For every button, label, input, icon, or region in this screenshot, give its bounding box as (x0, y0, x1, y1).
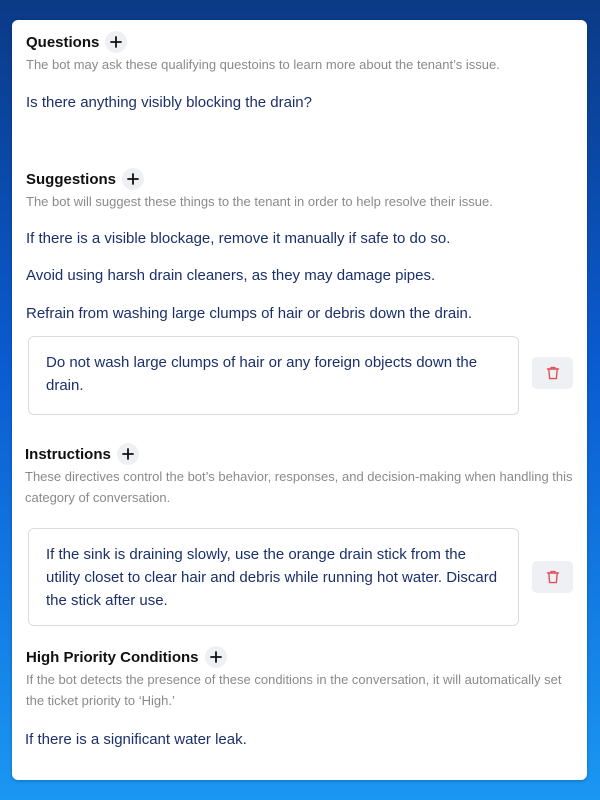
questions-section (26, 31, 573, 75)
plus-icon (127, 173, 139, 185)
questions-title: Questions (26, 33, 100, 51)
instructions-title: Instructions (25, 445, 111, 463)
high-priority-item[interactable]: If there is a significant water leak. (25, 731, 247, 748)
instructions-description: These directives control the bot’s behavior, responses, and decision-making when handling this category of conversation. (25, 469, 573, 505)
suggestions-description: The bot will suggest these things to the tenant in order to help resolve their issue. (26, 194, 493, 209)
questions-description: The bot may ask these qualifying questoins to learn more about the tenant’s issue. (26, 57, 500, 72)
rules-card (12, 20, 587, 780)
suggestion-edit-field[interactable]: Do not wash large clumps of hair or any foreign objects down the drain. (28, 336, 519, 415)
instructions-section (25, 443, 573, 508)
question-item[interactable]: Is there anything visibly blocking the drain? (26, 94, 312, 111)
suggestions-section (26, 168, 573, 212)
plus-icon (110, 36, 122, 48)
trash-icon (545, 569, 561, 585)
plus-icon (122, 448, 134, 460)
delete-instruction-button[interactable] (532, 561, 573, 593)
high-priority-description: If the bot detects the presence of these conditions in the conversation, it will automatically set the ticket priority to ‘High.’ (26, 672, 562, 708)
add-instruction-button[interactable] (117, 443, 139, 465)
plus-icon (210, 651, 222, 663)
add-suggestion-button[interactable] (122, 168, 144, 190)
suggestion-item[interactable]: Refrain from washing large clumps of hair or debris down the drain. (26, 305, 473, 322)
trash-icon (545, 365, 561, 381)
suggestion-item[interactable]: If there is a visible blockage, remove it manually if safe to do so. (26, 230, 451, 247)
high-priority-section (26, 646, 573, 711)
suggestions-title: Suggestions (26, 170, 117, 188)
add-question-button[interactable] (105, 31, 127, 53)
add-high-priority-button[interactable] (205, 646, 227, 668)
instruction-edit-field[interactable]: If the sink is draining slowly, use the orange drain stick from the utility closet to clear hair and debris while running hot water. Discard the stick after use. (28, 528, 519, 626)
suggestion-item[interactable]: Avoid using harsh drain cleaners, as they may damage pipes. (26, 267, 436, 284)
high-priority-title: High Priority Conditions (26, 648, 199, 666)
delete-suggestion-button[interactable] (532, 357, 573, 389)
